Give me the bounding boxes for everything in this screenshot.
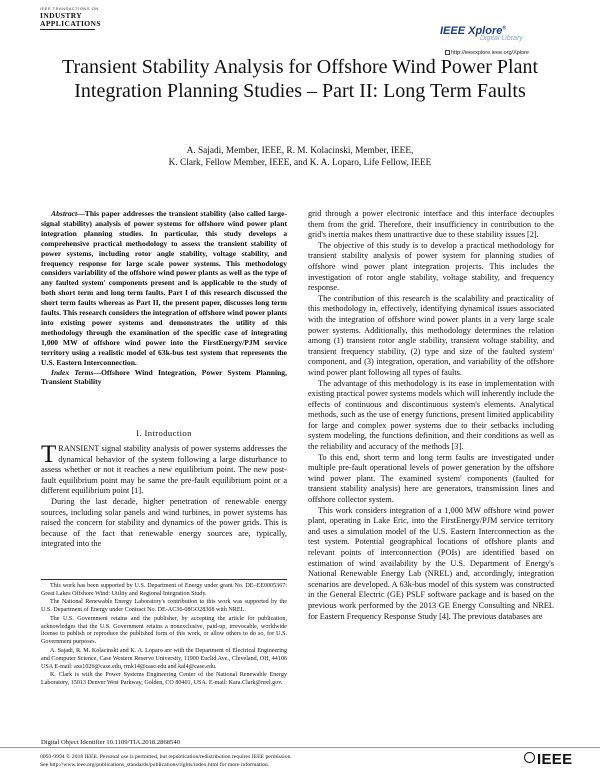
ieee-logo-text: IEEE	[537, 751, 573, 768]
ieee-spark-icon	[524, 752, 535, 763]
intro-paragraph-1	[41, 441, 287, 497]
journal-name-line1: INDUSTRY	[40, 11, 83, 20]
abstract-dash: —	[77, 209, 85, 218]
right-paragraph-advantage: The advantage of this methodology is its ease in implementation with existing practical power systems models which will inherently include the effects of continuous and discontinuous system's elements. Analytical methods, such as the use of energy functions, present limited applicability for large and complex power systems due to their setbacks including system modeling, the functions definition, and their conditions as well as the reliability and accuracy of the methods [3].	[308, 378, 554, 452]
introduction-body	[41, 441, 287, 550]
footnote-government: The U.S. Government retains and the publisher, by accepting the article for publication, acknowledges that the U.S. Government retains a nonexclusive, paid-up, irrevocable, worldwide license to publish or reproduce the published form of this work, or allow others to do so, for U.S. Government purposes.	[41, 615, 287, 646]
footnote-rule	[41, 579, 287, 580]
footnote-funding: This work has been supported by U.S. Department of Energy under grant No. DE–EE0005367: Great Lakes Offshore Wind: Utility and Regional Integration Study.	[41, 583, 287, 597]
right-paragraph-objective: The objective of this study is to develop a practical methodology for transient stability analysis of power system for planning studies of offshore wind power plant integration projects. This includes the investigation of rotor angle stability, voltage stability, and frequency response.	[308, 240, 554, 293]
index-terms-text: Offshore Wind Integration, Power System Planning, Transient Stability	[41, 367, 287, 387]
right-paragraph-faults: To this end, short term and long term faults are investigated under multiple pre-fault operational levels of power generation by the offshore wind power plant. The examined system' components (faulted for transient stability analysis) here are generators, transmission lines and offshore collector system.	[308, 452, 554, 505]
right-paragraph-contribution: The contribution of this research is the scalability and practicality of this methodology in, effectively, identifying dynamical issues associated with the integration of offshore wind power plants in a very large scale power systems. Additionally, this methodology determines the relation among (1) transient rotor angle stability, transient voltage stability, and transient frequency stability, (2) type and size of the faulted system' component, and (3) integration, operation, and variability of the offshore wind power plant following all types of faults.	[308, 293, 554, 377]
footnote-affiliation-cwru: A. Sajadi, R. M. Kolacinski and K. A. Loparo are with the Department of Electrical Engineering and Computer Science, Case Western Reserve University, 11900 Euclid Ave., Cleveland, OH, 44106 USA E-mail: axs1026@case.edu, rmk14@case.edu and kal4@case.edu.	[41, 647, 287, 670]
copyright-line-1: 0093-9994 © 2018 IEEE. Personal use is permitted, but republication/redistribution requires IEEE permission.	[40, 754, 292, 760]
abstract-lead: Abstract	[51, 209, 78, 218]
author-list	[40, 145, 560, 169]
link-box-icon	[445, 50, 450, 55]
index-terms	[41, 368, 287, 388]
ieee-xplore-logo	[440, 25, 523, 42]
xplore-brand: IEEE Xplore	[440, 25, 503, 37]
journal-name-line2: APPLICATIONS	[40, 19, 101, 28]
ieee-logo	[524, 751, 572, 768]
xplore-url-text[interactable]: http://ieeexplore.ieee.org/Xplore	[451, 50, 529, 56]
right-paragraph-continued: grid through a power electronic interface and this interface decouples them from the grid. Therefore, their insufficiency in contribution to the grid's inertia makes them unattractive due to these stability issues [2].	[308, 209, 554, 240]
right-column	[308, 209, 554, 622]
footer-rule	[0, 747, 600, 748]
xplore-reg-mark: ®	[502, 25, 507, 32]
journal-series: IEEE TRANSACTIONS ON	[40, 6, 99, 11]
footnote-affiliation-nrel: K. Clark is with the Power Systems Engineering Center of the National Renewable Energy Laboratory, 15013 Denver West Parkway, Golden, CO 80401, USA. E-mail: Kara.Clark@nrel.gov.	[41, 671, 287, 686]
author-line-1: A. Sajadi, Member, IEEE, R. M. Kolacinski, Member, IEEE,	[186, 146, 414, 156]
abstract	[41, 209, 287, 368]
paper-title: Transient Stability Analysis for Offshore Wind Power Plant Integration Planning Studies – Part II: Long Term Faults	[61, 56, 539, 102]
section-heading-introduction: I. Introduction	[136, 428, 192, 438]
index-terms-lead: Index Terms	[51, 367, 94, 377]
drop-cap: T	[41, 441, 57, 468]
intro-paragraph-1-text: RANSIENT signal stability analysis of power systems addresses the dynamical behavior of the system following a large disturbance to assess whether or not it reaches a new equilibrium point. The new post-fault equilibrium point may be same the pre-fault equilibrium point or a different equilibrium point [1].	[41, 444, 287, 496]
footnotes	[41, 583, 287, 688]
xplore-subtitle: Digital Library	[480, 35, 523, 42]
right-paragraph-system: This work considers integration of a 1,000 MW offshore wind power plant, operating in Lake Eric, into the FirstEnergy/PJM service territory and uses a simulation model of the U.S. Eastern Interconnection as the test system. Potential geographical locations of offshore plants and relevant points of interconnection (POIs) are identified based on estimation of wind availability by the U.S. Department of Energy's National Renewable Energy Lab (NREL) and, accordingly, integration scenarios are developed. A 63k-bus model of this system was constructed in the General Electric (GE) PSLF software package and is based on the previous work performed by the 2013 GE Energy Consulting and NREL for Eastern Frequency Response Study [4]. The previous databases are	[308, 505, 554, 621]
intro-paragraph-2: During the last decade, higher penetration of renewable energy sources, including solar panels and wind turbines, in power systems has raised the concern for stability and dynamics of the power grids. This is because of the fact that renewable energy sources are, typically, integrated into the	[41, 496, 287, 549]
journal-logo-rule	[40, 29, 95, 30]
author-line-2: K. Clark, Fellow Member, IEEE, and K. A. Loparo, Life Fellow, IEEE	[168, 158, 432, 168]
left-column	[41, 209, 287, 387]
abstract-text: This paper addresses the transient stability (also called large-signal stability) analysis of power systems for offshore wind power plant integration planning studies. In particular, this study develops a comprehensive practical methodology to assess the transient stability of power systems, including rotor angle stability, voltage stability, and frequency response for large scale power systems. This methodology considers variability of the offshore wind power plants as well as the type of any faulted system' components present and is applicable to the study of both short term and long term faults. Part I of this research discussed the short term faults whereas as Part II, the present paper, discusses long term faults. This research considers the integration of offshore wind power plants into existing power systems and demonstrates the utility of this methodology through the examination of the specific case of integrating 1,000 MW of offshore wind power into the FirstEnergy/PJM service territory using a realistic model of 63k-bus test system that represents the U.S. Eastern Interconnection.	[41, 209, 287, 367]
copyright-line-2[interactable]: See http://www.ieee.org/publications_standards/publications/rights/index.html for more information.	[40, 762, 270, 768]
footnote-nrel: The National Renewable Energy Laboratory's contribution to this work was supported by the U.S. Department of Energy under Contract No. DE-AC36-08GO28308 with NREL.	[41, 599, 287, 614]
copyright-notice	[40, 753, 292, 769]
index-terms-dash: —	[93, 367, 102, 377]
doi-line: Digital Object Identifier 10.1109/TIA.2018.2868540	[41, 739, 180, 746]
journal-logo	[40, 12, 101, 30]
